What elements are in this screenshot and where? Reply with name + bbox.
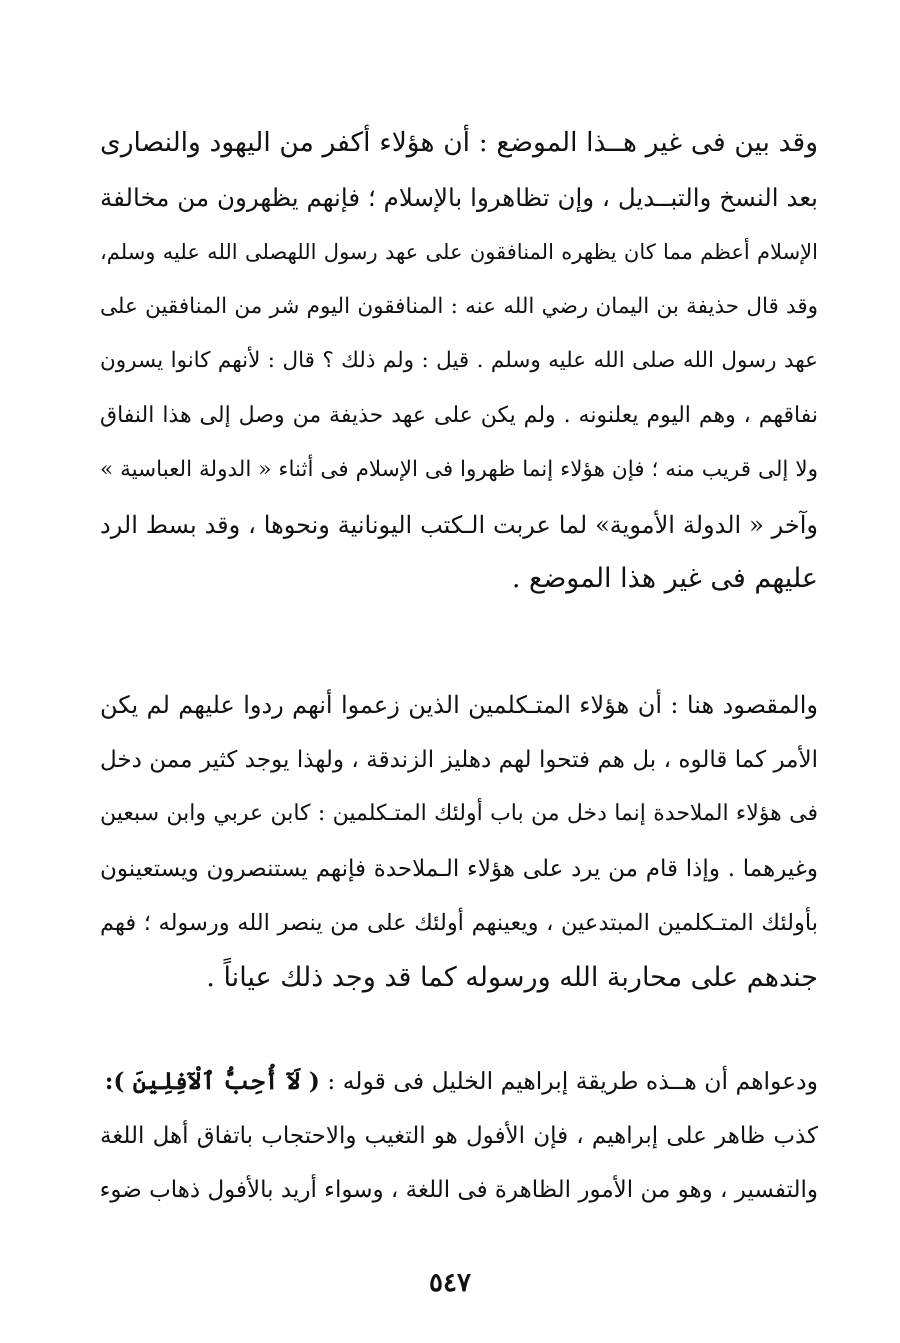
text-line-with-quote — [100, 1054, 818, 1109]
text-line: الأمر كما قالوه ، بل هم فتحوا لهم دهليز الزندقة ، ولهذا يوجد كثير ممن دخل — [100, 746, 818, 773]
text-line: بأولئك المتـكلمين المبتدعين ، ويعينهم أولئك على من ينصر الله ورسوله ؛ فهم — [100, 910, 818, 936]
text-line: فى هؤلاء الملاحدة إنما دخل من باب أولئك المتـكلمين : كابن عربي وابن سبعين — [100, 801, 818, 826]
text-line: عليهم فى غير هذا الموضع . — [511, 563, 818, 594]
text-line: عهد رسول الله صلى الله عليه وسلم . قيل : ولم ذلك ؟ قال : لأنهم كانوا يسرون — [100, 348, 818, 373]
text-line: كذب ظاهر على إبراهيم ، فإن الأفول هو التغيب والاحتجاب باتفاق أهل اللغة — [100, 1122, 818, 1149]
text-line: جندهم على محاربة الله ورسوله كما قد وجد ذلك عياناً . — [206, 961, 818, 993]
text-line: نفاقهم ، وهم اليوم يعلنونه . ولم يكن على عهد حذيفة من وصل إلى هذا النفاق — [100, 402, 818, 428]
text-line: ولا إلى قريب منه ؛ فإن هؤلاء إنما ظهروا فى الإسلام فى أثناء « الدولة العباسية » — [100, 457, 818, 482]
text-line: الإسلام أعظم مما كان يظهره المنافقون على عهد رسول اللهصلى الله عليه وسلم، — [100, 240, 818, 264]
text-line: والمقصود هنا : أن هؤلاء المتـكلمين الذين زعموا أنهم ردوا عليهم لم يكن — [100, 691, 818, 719]
text-line: وغيرهما . وإذا قام من يرد على هؤلاء الـملاحدة فإنهم يستنصرون ويستعينون — [100, 855, 818, 882]
page-number: ٥٤٧ — [429, 1268, 471, 1298]
paragraph-1 — [100, 116, 818, 607]
paragraph-2 — [100, 678, 818, 1005]
text-line: وقد بين فى غير هــذا الموضع : أن هؤلاء أكفر من اليهود والنصارى — [100, 127, 818, 158]
text-line: وآخر « الدولة الأموية» لما عربت الـكتب اليونانية ونحوها ، وقد بسط الرد — [100, 510, 818, 539]
text-line: وقد قال حذيفة بن اليمان رضي الله عنه : المنافقون اليوم شر من المنافقين على — [100, 293, 818, 319]
paragraph-intro: ودعواهم أن هــذه طريقة إبراهيم الخليل فى قوله : — [327, 1067, 818, 1095]
text-line: والتفسير ، وهو من الأمور الظاهرة فى اللغة ، وسواء أريد بالأفول ذهاب ضوء — [100, 1177, 818, 1203]
text-line: بعد النسخ والتبــديل ، وإن تظاهروا بالإسلام ؛ فإنهم يظهرون من مخالفة — [100, 182, 818, 212]
paragraph-3 — [100, 1054, 818, 1218]
quran-quote: ( لَآ أُحِبُّ ٱلْآفِلِينَ ): — [104, 1067, 320, 1095]
